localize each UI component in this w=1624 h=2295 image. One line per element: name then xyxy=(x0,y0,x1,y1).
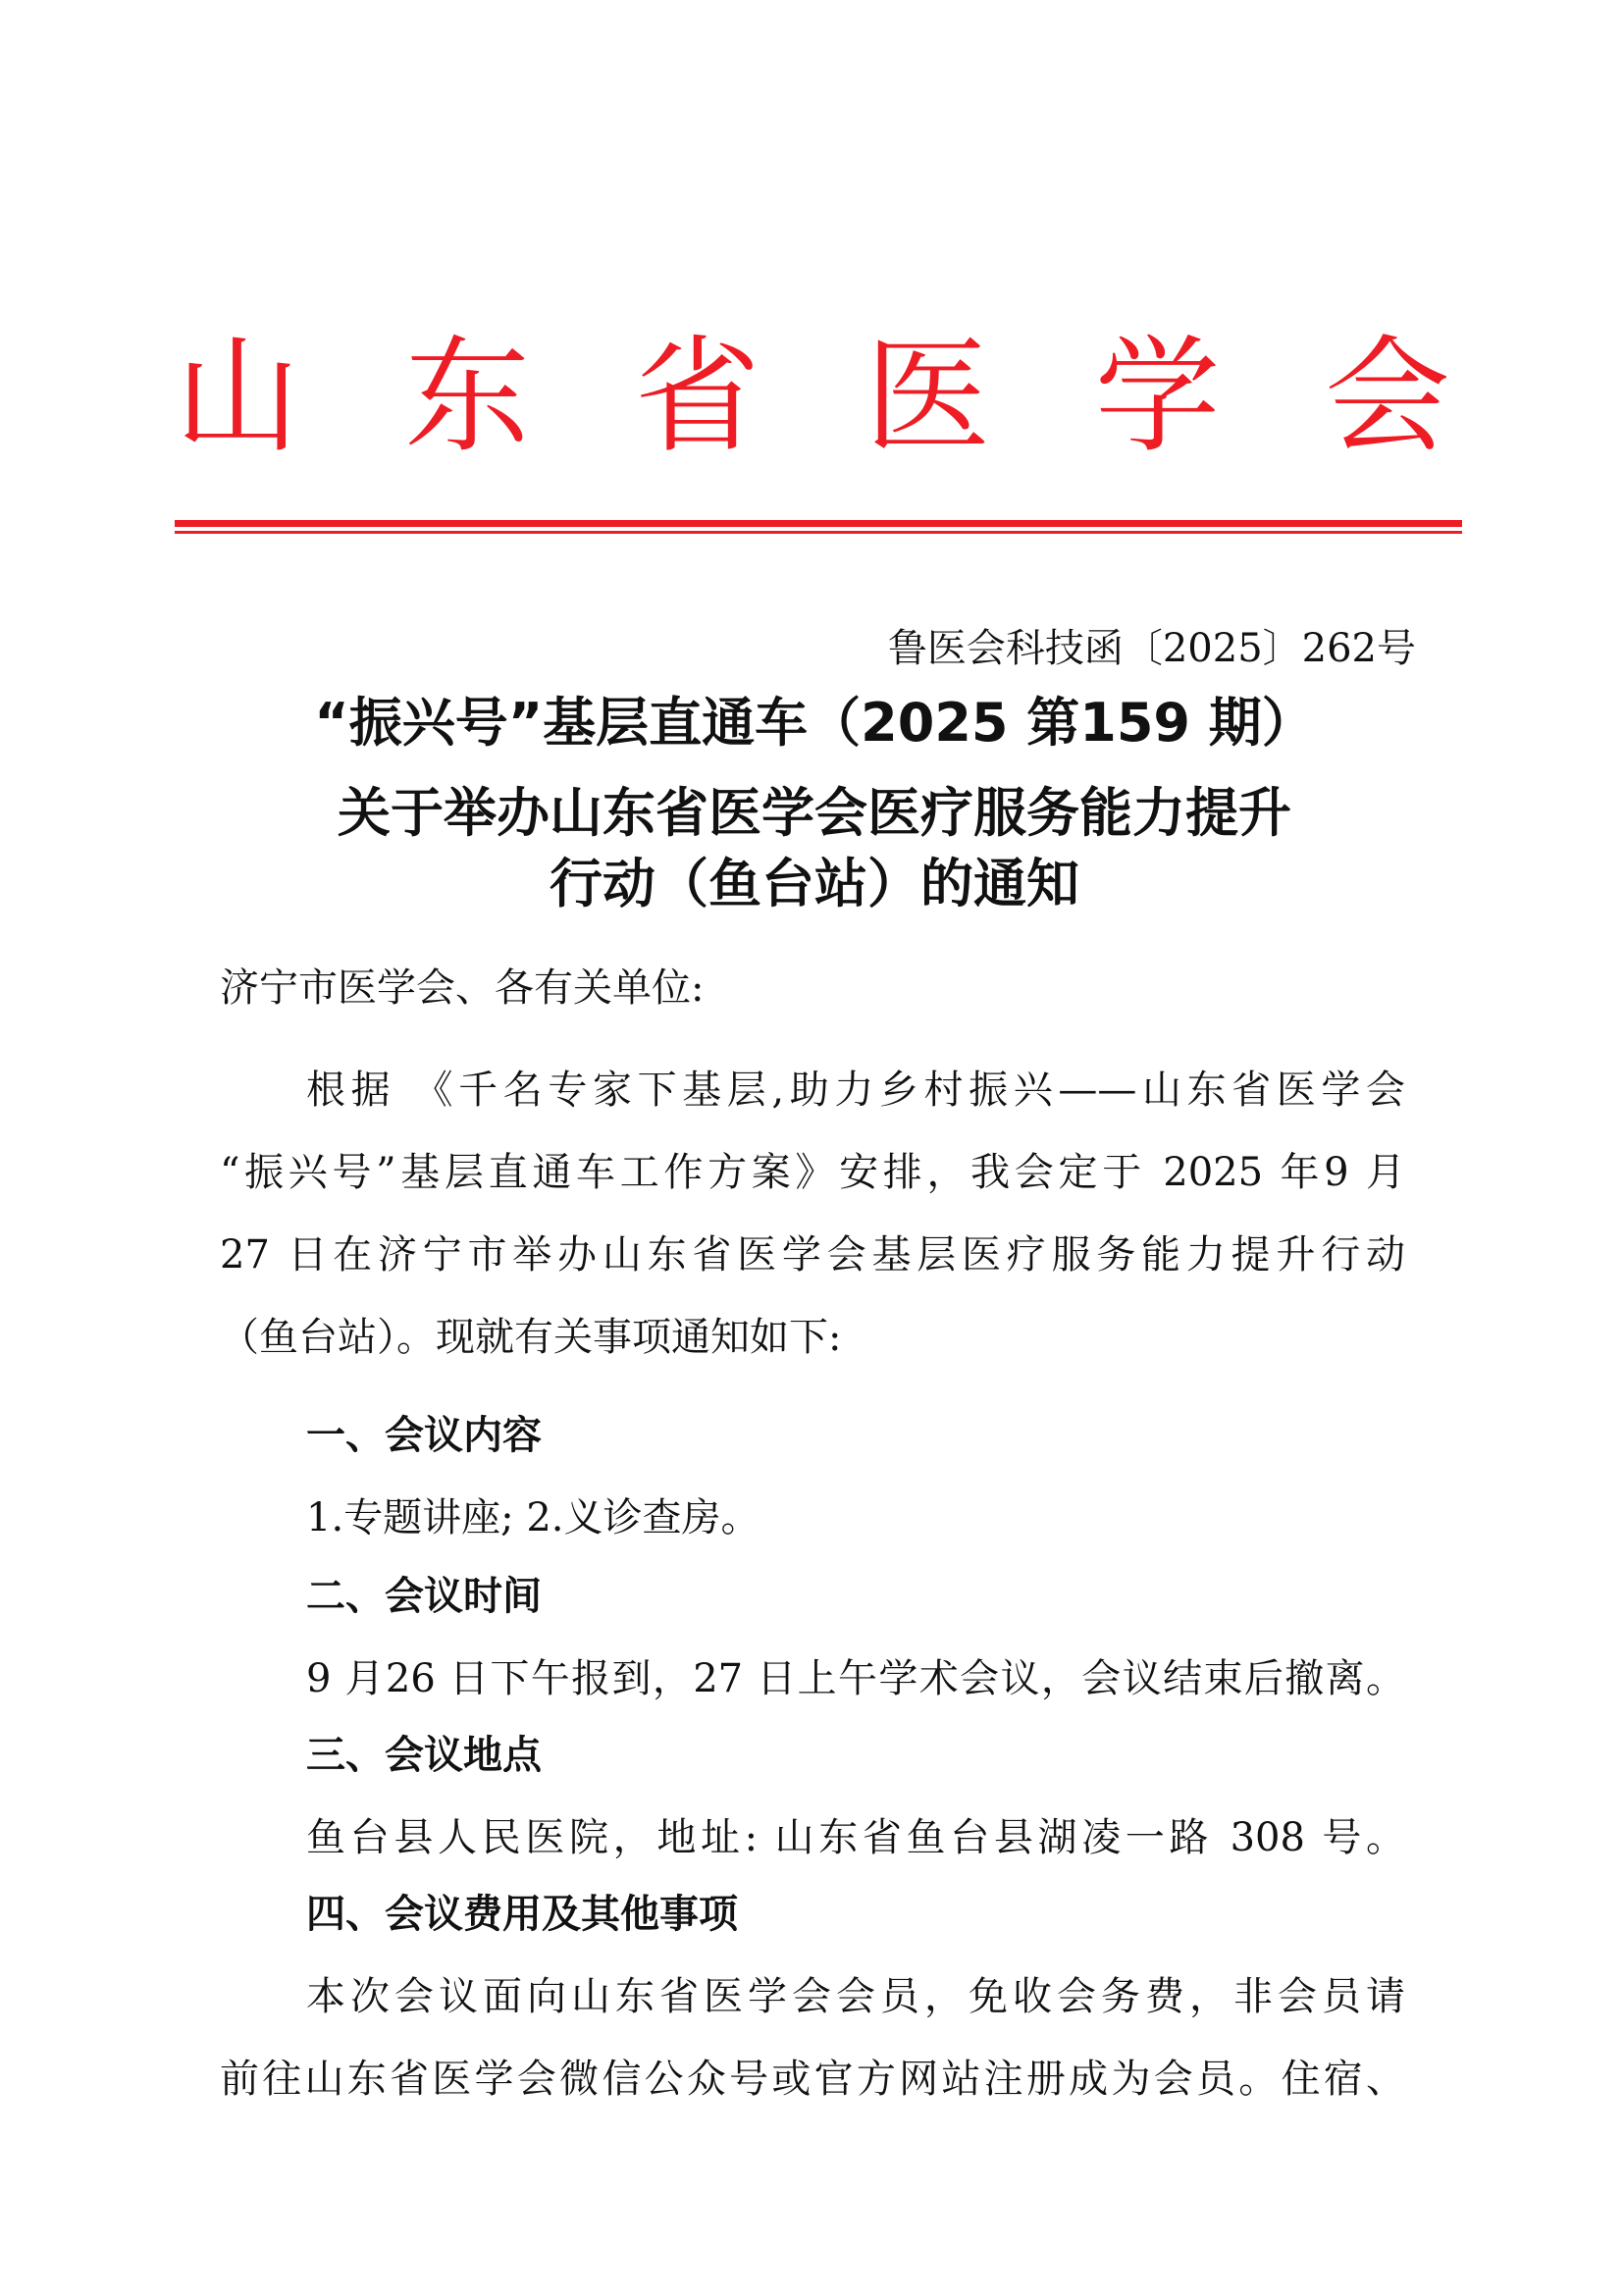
section-text-content: 1.专题讲座; 2.义诊查房。 xyxy=(306,1495,760,1540)
intro-line-3: 27 日在济宁市举办山东省医学会基层医疗服务能力提升行动 xyxy=(220,1232,1405,1278)
section-heading-time: 二、会议时间 xyxy=(306,1574,542,1619)
masthead-divider-thick xyxy=(175,520,1462,527)
section-text-fee-line-1: 本次会议面向山东省医学会会员，免收会务费，非会员请 xyxy=(306,1974,1405,2019)
title-line-2: 关于举办山东省医学会医疗服务能力提升 xyxy=(338,782,1291,844)
masthead-divider-thin xyxy=(175,531,1462,534)
masthead-char: 山 xyxy=(175,324,301,470)
intro-line-4: （鱼台站）。现就有关事项通知如下: xyxy=(220,1315,842,1360)
masthead-char: 东 xyxy=(404,324,531,470)
masthead-char: 医 xyxy=(864,324,991,470)
section-heading-fee: 四、会议费用及其他事项 xyxy=(306,1892,738,1937)
masthead-char: 会 xyxy=(1324,324,1450,470)
intro-line-1: 根据 《千名专家下基层,助力乡村振兴——山东省医学会 xyxy=(306,1068,1405,1113)
title-line-1: “振兴号”基层直通车（2025 第159 期） xyxy=(314,692,1315,754)
section-heading-content: 一、会议内容 xyxy=(306,1413,542,1458)
masthead-title xyxy=(175,324,1450,471)
masthead-char: 省 xyxy=(634,324,760,470)
salutation: 济宁市医学会、各有关单位: xyxy=(220,965,705,1011)
document-number: 鲁医会科技函〔2025〕262号 xyxy=(887,626,1416,671)
intro-line-2: “振兴号”基层直通车工作方案》安排，我会定于 2025 年9 月 xyxy=(220,1150,1405,1195)
masthead-char: 学 xyxy=(1094,324,1221,470)
title-line-3: 行动（鱼台站）的通知 xyxy=(550,853,1079,914)
section-heading-place: 三、会议地点 xyxy=(306,1733,542,1778)
section-text-place: 鱼台县人民医院，地址: 山东省鱼台县湖凌一路 308 号。 xyxy=(306,1815,1405,1860)
section-text-fee-line-2: 前往山东省医学会微信公众号或官方网站注册成为会员。住宿、 xyxy=(220,2057,1405,2102)
section-text-time: 9 月26 日下午报到，27 日上午学术会议，会议结束后撤离。 xyxy=(306,1656,1405,1701)
